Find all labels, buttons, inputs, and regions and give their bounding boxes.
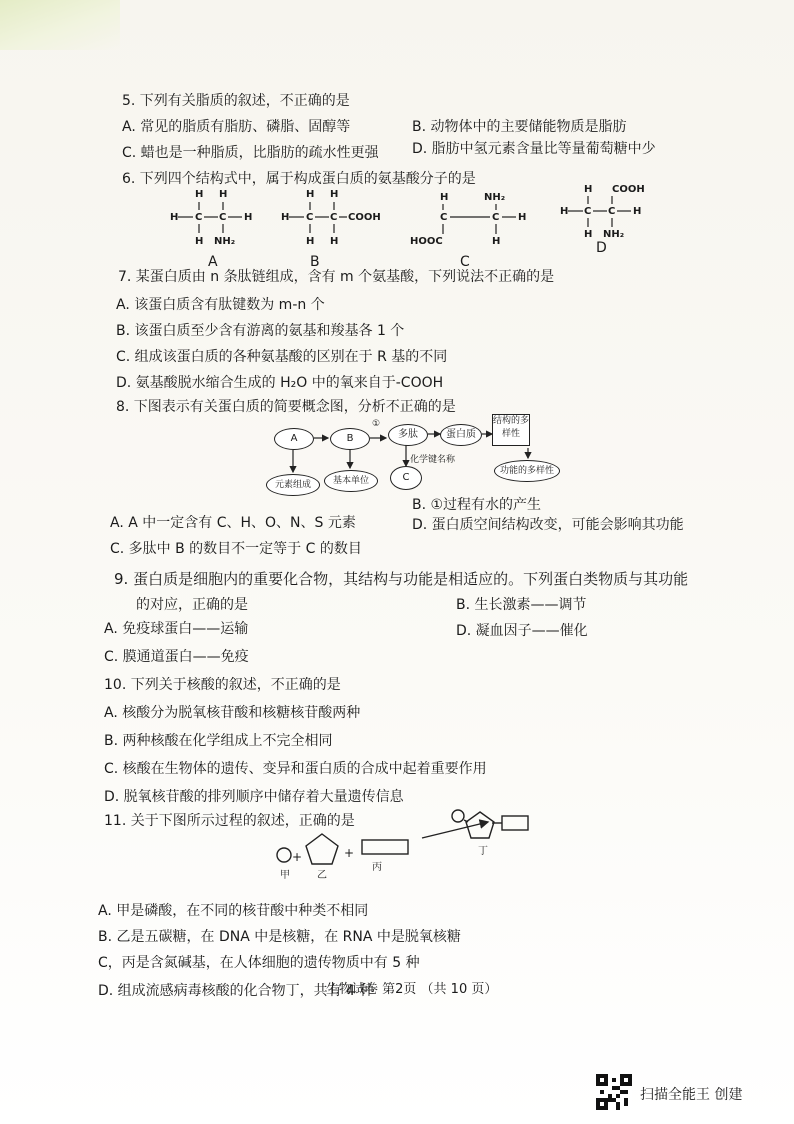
- node-elements: 元素组成: [266, 474, 320, 496]
- q7-option-a: A. 该蛋白质含有肽键数为 m-n 个: [116, 297, 325, 313]
- structure-a-bonds: [168, 195, 258, 240]
- plus-sign-1: +: [292, 850, 303, 864]
- q11-option-c: C，丙是含氮碱基，在人体细胞的遗传物质中有 5 种: [98, 955, 420, 971]
- structure-b-bonds: [279, 195, 359, 240]
- page-corner-shadow: [0, 0, 120, 50]
- q11-option-b: B. 乙是五碳糖，在 DNA 中是核糖，在 RNA 中是脱氧核糖: [98, 929, 461, 945]
- q10-option-d: D. 脱氧核苷酸的排列顺序中储存着大量遗传信息: [104, 789, 404, 805]
- q11-stem: 11. 关于下图所示过程的叙述，正确的是: [104, 813, 355, 829]
- label-jia: 甲: [280, 870, 290, 881]
- bond-name-label: 化学键名称: [410, 455, 456, 465]
- q9-option-c: C. 膜通道蛋白——免疫: [104, 649, 249, 665]
- q8-option-b: B. ①过程有水的产生: [412, 497, 542, 513]
- q11-option-a: A. 甲是磷酸，在不同的核苷酸中种类不相同: [98, 903, 369, 919]
- q8-stem: 8. 下图表示有关蛋白质的简要概念图，分析不正确的是: [116, 399, 456, 415]
- q9-option-d: D. 凝血因子——催化: [456, 623, 588, 639]
- q9-stem-line2: 的对应，正确的是: [136, 597, 248, 613]
- q10-option-c: C. 核酸在生物体的遗传、变异和蛋白质的合成中起着重要作用: [104, 761, 487, 777]
- q10-option-b: B. 两种核酸在化学组成上不完全相同: [104, 733, 333, 749]
- q11-diagram-shapes: [270, 800, 540, 870]
- qr-code-icon: [596, 1074, 632, 1110]
- q5-option-b: B. 动物体中的主要储能物质是脂肪: [412, 119, 627, 135]
- q6-stem: 6. 下列四个结构式中，属于构成蛋白质的氨基酸分子的是: [122, 171, 476, 187]
- node-polypeptide: 多肽: [388, 424, 428, 446]
- node-protein: 蛋白质: [440, 424, 482, 446]
- scanner-watermark: 扫描全能王 创建: [640, 1087, 743, 1103]
- q9-option-a: A. 免疫球蛋白——运输: [104, 621, 249, 637]
- node-function-diversity: 功能的多样性: [494, 460, 560, 482]
- label-ding: 丁: [478, 846, 488, 857]
- structure-c-label: C: [460, 254, 470, 270]
- structure-d-label: D: [596, 240, 607, 256]
- q10-option-a: A. 核酸分为脱氧核苷酸和核糖核苷酸两种: [104, 705, 361, 721]
- q8-option-d: D. 蛋白质空间结构改变，可能会影响其功能: [412, 517, 684, 533]
- q7-option-c: C. 组成该蛋白质的各种氨基酸的区别在于 R 基的不同: [116, 349, 448, 365]
- q9-stem-line1: 9. 蛋白质是细胞内的重要化合物，其结构与功能是相适应的。下列蛋白类物质与其功能: [114, 570, 689, 588]
- q7-stem: 7. 某蛋白质由 n 条肽链组成，含有 m 个氨基酸，下列说法不正确的是: [118, 269, 555, 285]
- q8-option-a: A. A 中一定含有 C、H、O、N、S 元素: [110, 515, 356, 531]
- node-structure-diversity: 结构的多样性: [492, 414, 530, 446]
- node-b: B: [330, 428, 370, 450]
- plus-sign-2: +: [344, 846, 355, 860]
- structure-c-bonds: [420, 200, 520, 240]
- structure-d-bonds: [558, 190, 643, 235]
- q7-option-d: D. 氨基酸脱水缩合生成的 H₂O 中的氧来自于-COOH: [116, 375, 444, 391]
- structure-a-label: A: [208, 254, 218, 270]
- q11-option-d: D. 组成流感病毒核酸的化合物丁，共有 4 种: [98, 983, 374, 999]
- q5-option-d: D. 脂肪中氢元素含量比等量葡萄糖中少: [412, 141, 656, 157]
- node-basic-unit: 基本单位: [324, 470, 378, 492]
- q5-option-c: C. 蜡也是一种脂质，比脂肪的疏水性更强: [122, 145, 379, 161]
- q10-stem: 10. 下列关于核酸的叙述，不正确的是: [104, 677, 341, 693]
- page-footer: 生物试卷 第2页 （共 10 页）: [326, 982, 498, 997]
- node-a: A: [274, 428, 314, 450]
- process-1-mark: ①: [372, 419, 381, 429]
- q9-option-b: B. 生长激素——调节: [456, 597, 587, 613]
- label-bing: 丙: [372, 862, 382, 873]
- q8-option-c: C. 多肽中 B 的数目不一定等于 C 的数目: [110, 541, 362, 557]
- node-c: C: [390, 466, 422, 490]
- q7-option-b: B. 该蛋白质至少含有游离的氨基和羧基各 1 个: [116, 323, 405, 339]
- structure-b-label: B: [310, 254, 320, 270]
- q5-stem: 5. 下列有关脂质的叙述，不正确的是: [122, 93, 350, 109]
- q5-option-a: A. 常见的脂质有脂肪、磷脂、固醇等: [122, 119, 351, 135]
- label-yi: 乙: [317, 870, 327, 881]
